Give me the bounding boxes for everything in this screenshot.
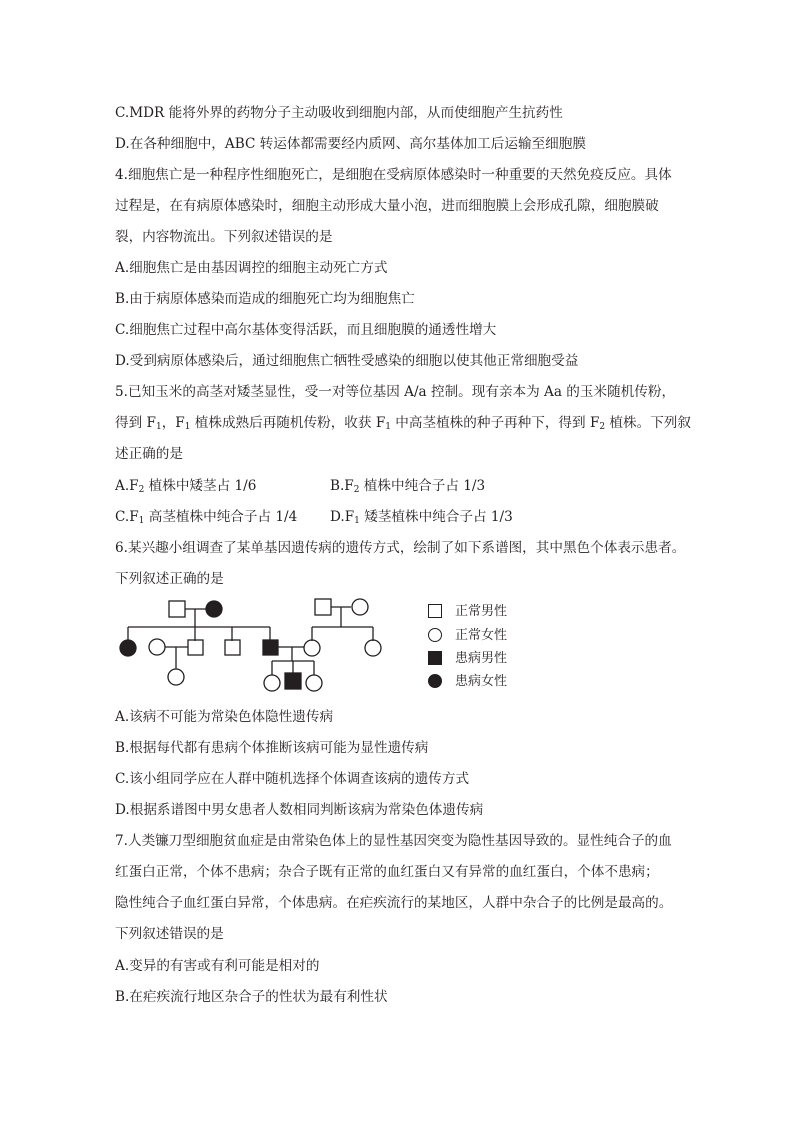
q5-option-a: $A.F_2$ 植株中矮茎占 1/6: [115, 478, 257, 495]
normal-female-symbol: [264, 675, 280, 691]
q4-stem-2: 过程是，在有病原体感染时，细胞主动形成大量小泡，进而细胞膜上会形成孔隙，细胞膜破: [115, 198, 659, 214]
q4-option-d: D.受到病原体感染后，通过细胞焦亡牺牲受感染的细胞以使其他正常细胞受益: [115, 353, 579, 369]
normal-male-symbol: [428, 604, 442, 618]
normal-female-symbol: [304, 640, 320, 656]
q4-option-b: B.由于病原体感染而造成的细胞死亡均为细胞焦亡: [115, 291, 415, 307]
q6-stem-1: 6.某兴趣小组调查了某单基因遗传病的遗传方式，绘制了如下系谱图，其中黑色个体表示患者。: [115, 540, 686, 556]
affected-male-symbol: [263, 640, 278, 655]
q4-option-a: A.细胞焦亡是由基因调控的细胞主动死亡方式: [115, 260, 388, 276]
q6-stem-2: 下列叙述正确的是: [115, 571, 224, 587]
legend-label: 患病女性: [455, 674, 508, 689]
q7-option-b: B.在疟疾流行地区杂合子的性状为最有利性状: [115, 989, 388, 1005]
legend-label: 正常女性: [455, 628, 508, 643]
q5-stem-2: 得到 $F_1$，$F_1$ 植株成熟后再随机传粉，收获 $F_1$ 中高茎植株的种子再种下，得到 $F_2$ 植株。下列叙: [115, 415, 691, 432]
q3-option-d: D.在各种细胞中，ABC 转运体都需要经内质网、高尔基体加工后运输至细胞膜: [115, 136, 586, 152]
q7-stem-3: 隐性纯合子血红蛋白异常，个体患病。在疟疾流行的某地区，人群中杂合子的比例是最高的。: [115, 895, 673, 911]
pedigree-lines: [128, 607, 373, 675]
q4-stem-1: 4.细胞焦亡是一种程序性细胞死亡，是细胞在受病原体感染时一种重要的天然免疫反应。具体: [115, 167, 672, 183]
q5-option-c: $C.F_1$ 高茎植株中纯合子占 1/4: [115, 509, 298, 526]
affected-male-symbol: [428, 651, 442, 665]
pedigree-chart: [110, 596, 400, 696]
legend-label: 正常男性: [455, 604, 508, 619]
q6-option-a: A.该病不可能为常染色体隐性遗传病: [115, 709, 334, 725]
normal-female-symbol: [428, 628, 442, 642]
q6-option-d: D.根据系谱图中男女患者人数相同判断该病为常染色体遗传病: [115, 802, 484, 818]
q5-option-d: $D.F_1$ 矮茎植株中纯合子占 1/3: [330, 509, 513, 526]
q5-stem-1: 5.已知玉米的高茎对矮茎显性，受一对等位基因 A/a 控制。现有亲本为 Aa 的玉米随机传粉，: [115, 384, 676, 400]
q7-option-a: A.变异的有害或有利可能是相对的: [115, 958, 320, 974]
affected-female-symbol: [428, 674, 442, 688]
normal-female-symbol: [149, 639, 165, 655]
affected-female-symbol: [206, 601, 222, 617]
q4-option-c: C.细胞焦亡过程中高尔基体变得活跃，而且细胞膜的通透性增大: [115, 322, 497, 338]
legend-label: 患病男性: [455, 651, 508, 666]
normal-female-symbol: [306, 675, 322, 691]
q7-stem-2: 红蛋白正常，个体不患病；杂合子既有正常的血红蛋白又有异常的血红蛋白，个体不患病；: [115, 864, 659, 880]
normal-male-symbol: [315, 599, 331, 615]
normal-male-symbol: [188, 640, 203, 655]
generation-1: [169, 599, 368, 617]
q3-option-c: C.MDR 能将外界的药物分子主动吸收到细胞内部，从而使细胞产生抗药性: [115, 105, 563, 121]
generation-3: [168, 669, 322, 691]
q6-option-c: C.该小组同学应在人群中随机选择个体调查该病的遗传方式: [115, 771, 470, 787]
generation-2: [120, 639, 381, 656]
q5-stem-3: 述正确的是: [115, 446, 183, 462]
q5-option-b: $B.F_2$ 植株中纯合子占 1/3: [330, 478, 486, 495]
affected-male-symbol: [285, 673, 301, 689]
q4-stem-3: 裂，内容物流出。下列叙述错误的是: [115, 229, 333, 245]
q7-stem-1: 7.人类镰刀型细胞贫血症是由常染色体上的显性基因突变为隐性基因导致的。显性纯合子的血: [115, 833, 672, 849]
q6-option-b: B.根据每代都有患病个体推断该病可能为显性遗传病: [115, 740, 429, 756]
normal-female-symbol: [352, 599, 368, 615]
normal-male-symbol: [225, 640, 240, 655]
normal-female-symbol: [168, 669, 184, 685]
normal-female-symbol: [365, 640, 381, 656]
affected-female-symbol: [120, 640, 136, 656]
q7-stem-4: 下列叙述错误的是: [115, 926, 224, 942]
normal-male-symbol: [169, 601, 185, 617]
